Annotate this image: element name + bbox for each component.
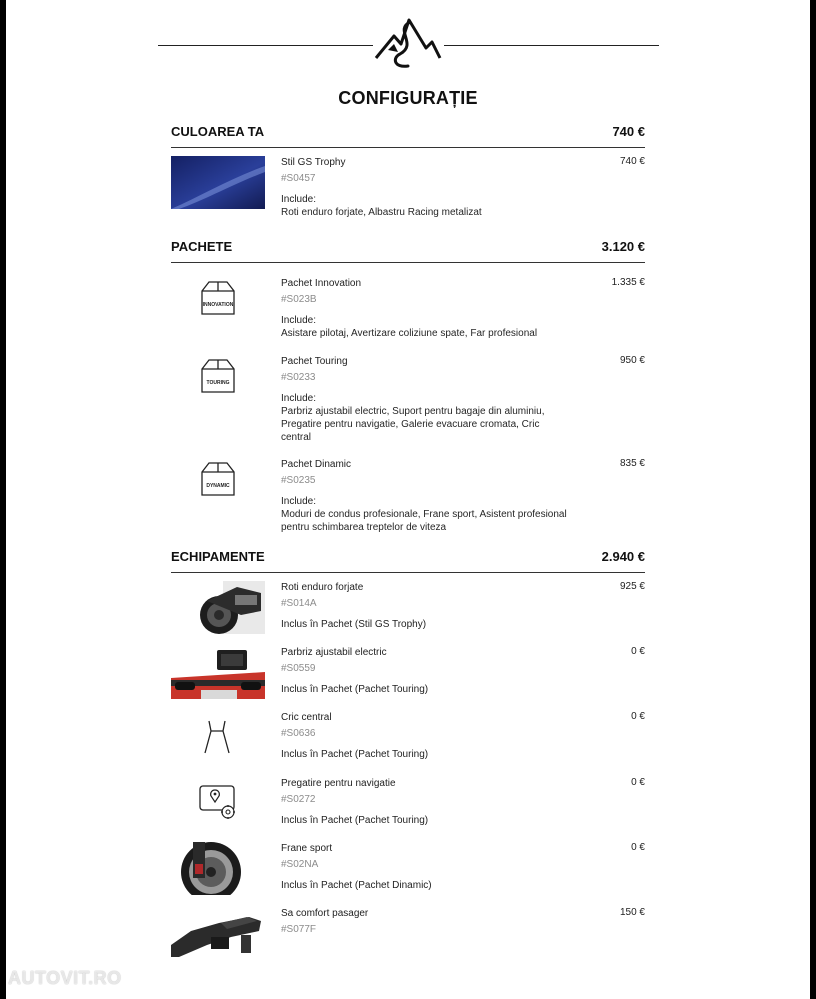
item-price: 950 €	[619, 355, 645, 366]
item-code: #S0457	[281, 173, 316, 184]
item-code: #S077F	[281, 924, 317, 935]
item-price: 0 €	[631, 777, 645, 788]
item-included-note: Inclus în Pachet (Pachet Touring)	[281, 749, 429, 760]
item-name: Frane sport	[281, 843, 333, 854]
section-total: 2.940 €	[601, 549, 645, 564]
item-includes-label: Include:	[281, 315, 317, 326]
section-total: 740 €	[612, 124, 645, 139]
logo-divider-right	[444, 45, 659, 46]
item-code: #S0636	[281, 728, 316, 739]
item-code: #S0233	[281, 372, 316, 383]
item-code: #S0235	[281, 475, 316, 486]
item-name: Pachet Innovation	[281, 278, 362, 289]
section-title: PACHETE	[171, 239, 233, 254]
item-name: Sa comfort pasager	[281, 908, 369, 919]
item-code: #S0559	[281, 663, 316, 674]
item-code: #S0272	[281, 794, 316, 805]
section-header-color	[171, 124, 645, 148]
item-name: Pachet Dinamic	[281, 459, 352, 470]
item-price: 925 €	[619, 581, 645, 592]
item-price: 1.335 €	[611, 277, 645, 288]
item-price: 740 €	[619, 156, 645, 167]
package-icon-label: DYNAMIC	[206, 483, 230, 489]
package-icon-label: TOURING	[206, 380, 230, 386]
paint-swatch-image	[171, 156, 265, 209]
section-title: CULOAREA TA	[171, 124, 265, 139]
seat-photo-image	[171, 907, 265, 960]
item-price: 835 €	[619, 458, 645, 469]
item-included-note: Inclus în Pachet (Pachet Dinamic)	[281, 880, 432, 891]
package-box-icon	[199, 357, 237, 395]
item-includes: Moduri de condus profesionale, Frane sport, Asistent profesional pentru schimbarea treptelor de viteza	[281, 509, 567, 533]
item-name: Pregatire pentru navigatie	[281, 778, 396, 789]
logo-divider-left	[158, 45, 373, 46]
center-stand-icon	[197, 717, 237, 757]
item-includes-label: Include:	[281, 496, 317, 507]
package-box-icon	[199, 460, 237, 498]
item-includes-label: Include:	[281, 194, 317, 205]
item-name: Stil GS Trophy	[281, 157, 346, 168]
navigation-prep-icon	[197, 783, 239, 823]
page-title: CONFIGURAȚIE	[338, 88, 478, 108]
section-header-packages	[171, 239, 645, 263]
package-icon-label: INNOVATION	[202, 302, 234, 308]
item-included-note: Inclus în Pachet (Stil GS Trophy)	[281, 619, 427, 630]
mountain-logo-icon	[374, 18, 442, 72]
item-includes: Parbriz ajustabil electric, Suport pentru bagaje din aluminiu, Pregatire pentru navigatie, Galerie evacuare cromata, Cric central	[281, 406, 545, 443]
site-watermark: AUTOVIT.RO	[8, 968, 122, 988]
item-included-note: Inclus în Pachet (Pachet Touring)	[281, 684, 429, 695]
item-name: Roti enduro forjate	[281, 582, 364, 593]
item-includes-label: Include:	[281, 393, 317, 404]
cockpit-photo-image	[171, 646, 265, 699]
section-title: ECHIPAMENTE	[171, 549, 265, 564]
item-price: 0 €	[631, 711, 645, 722]
section-header-equipment	[171, 549, 645, 573]
item-code: #S014A	[281, 598, 317, 609]
item-name: Parbriz ajustabil electric	[281, 647, 387, 658]
item-includes: Roti enduro forjate, Albastru Racing metalizat	[281, 207, 482, 218]
item-code: #S023B	[281, 294, 317, 305]
configuration-page	[6, 0, 810, 999]
brand-logo-row	[156, 18, 661, 73]
wheel-photo-image	[171, 581, 265, 634]
item-price: 0 €	[631, 646, 645, 657]
item-name: Pachet Touring	[281, 356, 348, 367]
section-total: 3.120 €	[601, 239, 645, 254]
item-included-note: Inclus în Pachet (Pachet Touring)	[281, 815, 429, 826]
item-includes: Asistare pilotaj, Avertizare coliziune spate, Far profesional	[281, 328, 538, 339]
item-code: #S02NA	[281, 859, 319, 870]
item-price: 150 €	[619, 907, 645, 918]
brake-photo-image	[171, 842, 265, 895]
item-price: 0 €	[631, 842, 645, 853]
package-box-icon	[199, 279, 237, 317]
item-name: Cric central	[281, 712, 332, 723]
